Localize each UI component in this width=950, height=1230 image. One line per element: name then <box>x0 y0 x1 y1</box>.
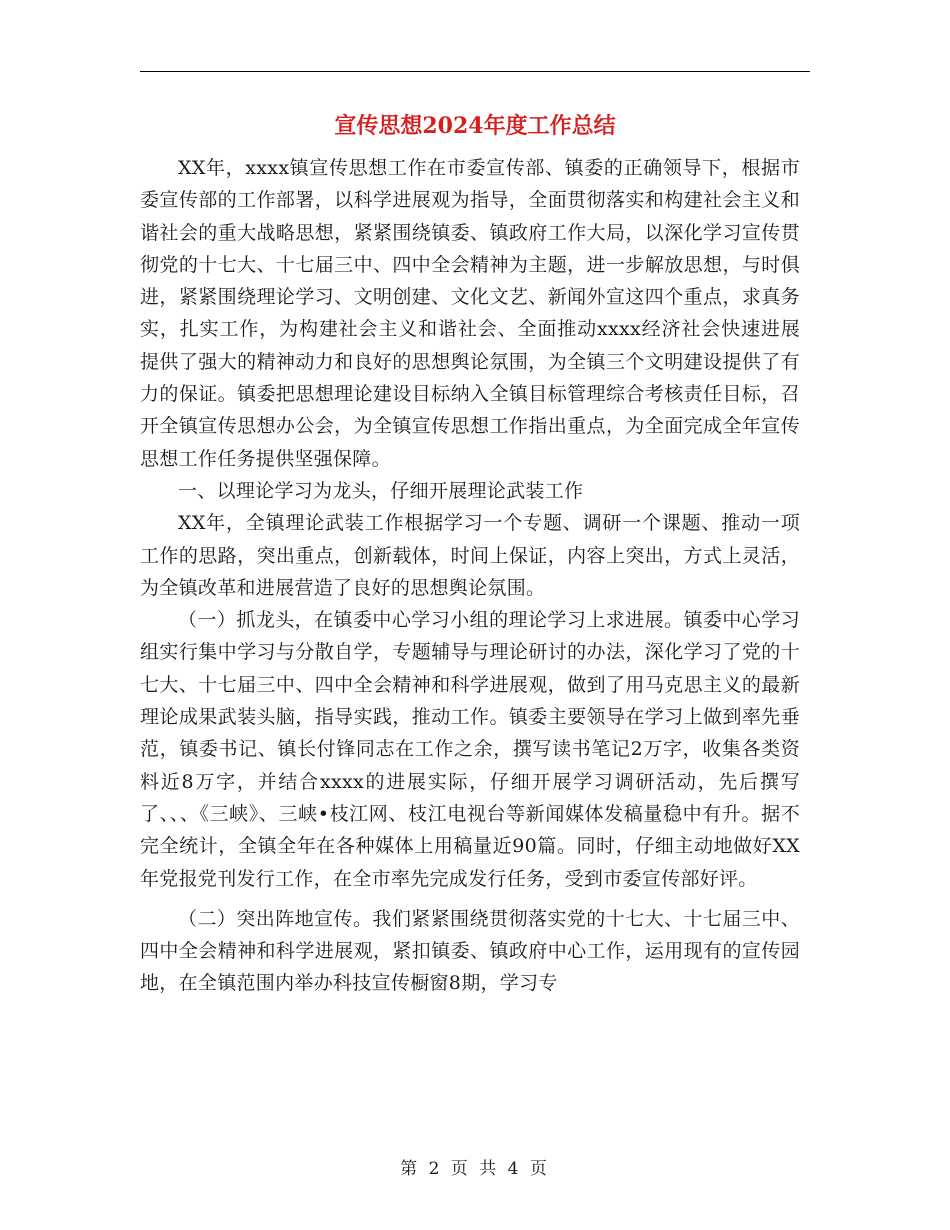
header-rule <box>140 71 810 72</box>
body-paragraph: XX年，全镇理论武装工作根据学习一个专题、调研一个课题、推动一项工作的思路，突出重点，创新载体，时间上保证，内容上突出，方式上灵活，为全镇改革和进展营造了良好的思想舆论氛围。 <box>140 512 800 599</box>
body-paragraph: XX年，xxxx镇宣传思想工作在市委宣传部、镇委的正确领导下，根据市委宣传部的工作部署，以科学进展观为指导，全面贯彻落实和构建社会主义和谐社会的重大战略思想，紧紧围绕镇委、镇政府工作大局，以深化学习宣传贯彻党的十七大、十七届三中、四中全会精神为主题，进一步解放思想，与时俱进，紧紧围绕理论学习、文明创建、文化文艺、新闻外宣这四个重点，求真务实，扎实工作，为构建社会主义和谐社会、全面推动xxxx经济社会快速进展提供了强大的精神动力和良好的思想舆论氛围，为全镇三个文明建设提供了有力的保证。镇委把思想理论建设目标纳入全镇目标管理综合考核责任目标，召开全镇宣传思想办公会，为全镇宣传思想工作指出重点，为全面完成全年宣传思想工作任务提供坚强保障。 <box>140 157 800 470</box>
body-paragraph: （一）抓龙头，在镇委中心学习小组的理论学习上求进展。镇委中心学习组实行集中学习与分散自学，专题辅导与理论研讨的办法，深化学习了党的十七大、十七届三中、四中全会精神和科学进展观，做到了用马克思主义的最新理论成果武装头脑，指导实践，推动工作。镇委主要领导在学习上做到率先垂范，镇委书记、镇长付锋同志在工作之余，撰写读书笔记2万字，收集各类资料近8万字，并结合xxxx的进展实际，仔细开展学习调研活动，先后撰写了、、、《三峡》、三峡•枝江网、枝江电视台等新闻媒体发稿量稳中有升。据不完全统计，全镇全年在各种媒体上用稿量近90篇。同时，仔细主动地做好XX年党报党刊发行工作，在全市率先完成发行任务，受到市委宣传部好评。 <box>140 609 800 890</box>
document-body <box>140 152 800 1000</box>
page-number-footer: 第 2 页 共 4 页 <box>400 1159 550 1179</box>
document-title: 宣传思想2024年度工作总结 <box>334 113 616 139</box>
body-paragraph: （二）突出阵地宣传。我们紧紧围绕贯彻落实党的十七大、十七届三中、四中全会精神和科学进展观，紧扣镇委、镇政府中心工作，运用现有的宣传园地，在全镇范围内举办科技宣传橱窗8期，学习专 <box>140 907 800 995</box>
section-heading: 一、以理论学习为龙头，仔细开展理论武装工作 <box>178 479 584 502</box>
